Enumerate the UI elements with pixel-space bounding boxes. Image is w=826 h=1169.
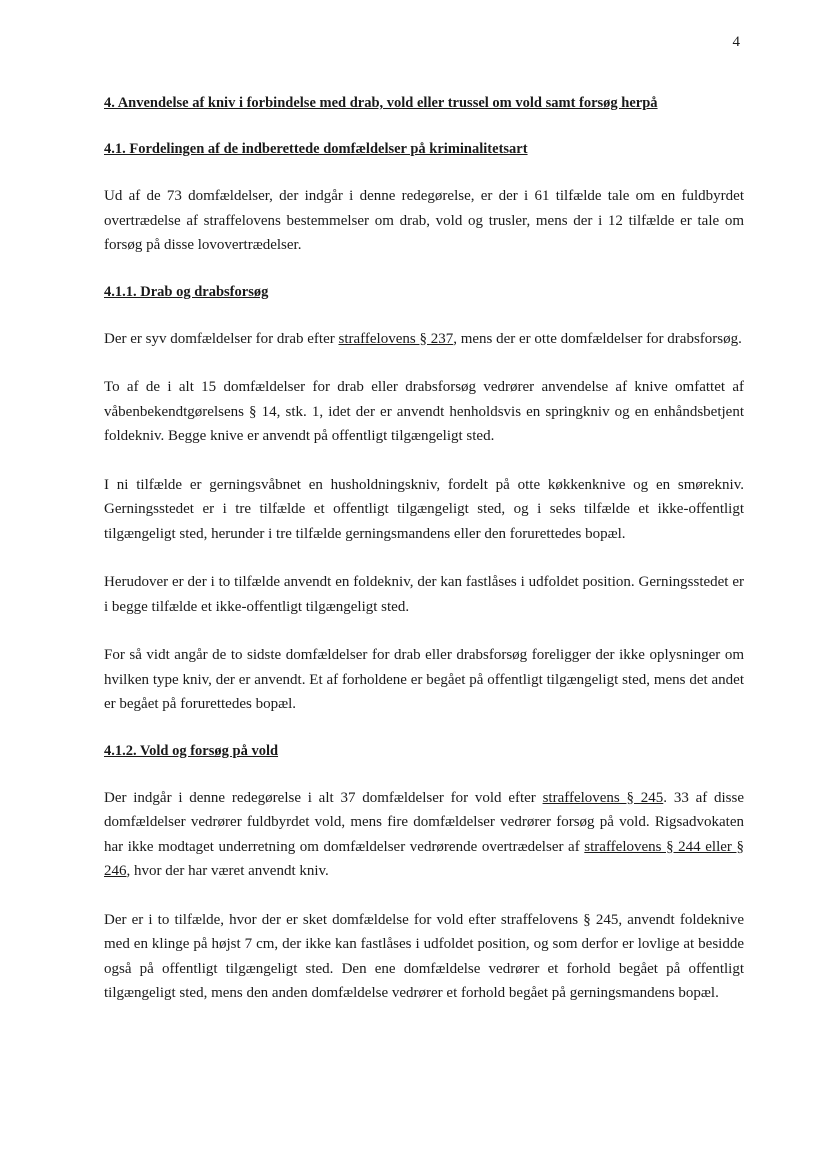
paragraph-violence-count [104, 786, 744, 884]
paragraph-drab-count [104, 327, 744, 352]
text-run: , hvor der har været anvendt kniv. [126, 863, 329, 879]
document-body [104, 93, 744, 1030]
paragraph-household-knife: I ni tilfælde er gerningsvåbnet en husholdningskniv, fordelt på otte køkkenknive og en smørekniv. Gerningsstedet er i tre tilfælde et offentligt tilgængeligt sted, og i seks tilfælde et ikke-offentligt tilgængeligt sted, herunder i tre tilfælde gerningsmandens eller den forurettedes bopæl. [104, 476, 744, 542]
heading-section-4-1-1: 4.1.1. Drab og drabsforsøg [104, 283, 269, 300]
heading-section-4-1: 4.1. Fordelingen af de indberettede domfældelser på kriminalitetsart [104, 141, 528, 157]
paragraph-unknown-type: For så vidt angår de to sidste domfældelser for drab eller drabsforsøg foreligger der ikke oplysninger om hvilken type kniv, der er anvendt. Et af forholdene er begået på offentligt tilgængeligt sted, mens det andet er begået på forurettedes bopæl. [104, 647, 744, 712]
paragraph-weapon-order: To af de i alt 15 domfældelser for drab eller drabsforsøg vedrører anvendelse af knive omfattet af våbenbekendtgørelsens § 14, stk. 1, idet der er anvendt henholdsvis en springkniv og en enhåndsbetjent foldekniv. Begge knive er anvendt på offentligt tilgængeligt sted. [104, 379, 744, 444]
heading-section-4: 4. Anvendelse af kniv i forbindelse med drab, vold eller trussel om vold samt forsøg herpå [104, 95, 658, 111]
text-run: , mens der er otte domfældelser for drabsforsøg. [453, 330, 742, 347]
text-run: Der er syv domfældelser for drab efter [104, 330, 339, 347]
paragraph-overview: Ud af de 73 domfældelser, der indgår i denne redegørelse, er der i 61 tilfælde tale om en fuldbyrdet overtrædelse af straffelovens bestemmelser om drab, vold og trusler, mens der i 12 tilfælde er tale om forsøg på disse lovovertrædelser. [104, 188, 744, 253]
heading-section-4-1-2: 4.1.2. Vold og forsøg på vold [104, 742, 279, 759]
law-reference-link[interactable]: straffelovens § 245 [542, 789, 664, 806]
text-run: Der indgår i denne redegørelse i alt 37 domfældelser for vold efter [104, 789, 543, 806]
paragraph-legal-folding-knives: Der er i to tilfælde, hvor der er sket domfældelse for vold efter straffelovens § 245, anvendt foldeknive med en klinge på højst 7 cm, der ikke kan fastlåses i udfoldet position, og som derfor er lovlige at besidde også på offentligt tilgængeligt sted. Den ene domfældelse vedrører et forhold begået på offentligt tilgængeligt sted, mens den anden domfældelse vedrører et forhold begået på gerningsmandens bopæl. [104, 911, 744, 1001]
law-reference-link[interactable]: straffelovens § 237 [338, 330, 454, 347]
paragraph-folding-knife: Herudover er der i to tilfælde anvendt en foldekniv, der kan fastlåses i udfoldet position. Gerningsstedet er i begge tilfælde et ikke-offentligt tilgængeligt sted. [104, 574, 744, 615]
page-number: 4 [732, 34, 740, 50]
law-reference-link[interactable]: straffelovens § 244 eller § 246 [104, 838, 744, 879]
text-run: . 33 af disse domfældelser vedrører fuldbyrdet vold, mens fire domfældelser vedrører forsøg på vold. Rigsadvokaten har ikke modtaget underretning om domfældelser vedrørende overtrædelser af [104, 789, 744, 855]
